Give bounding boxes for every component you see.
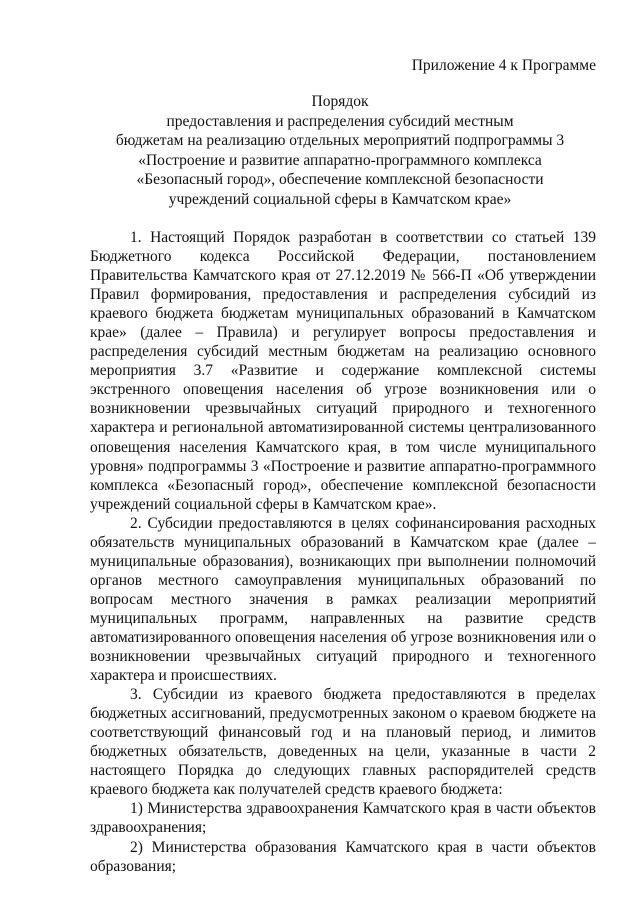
title-line: Порядок [311, 93, 369, 110]
paragraph-1: 1. Настоящий Порядок разработан в соответствии со статьей 139 Бюджетного кодекса Российской Федерации, постановлением Правительства Камчатского края от 27.12.2019 № 566-П «Об утверждении Правил формирования, предоставления и распределения субсидий из краевого бюджета бюджетам муниципальных образований в Камчатском крае» (далее – Правила) и регулирует вопросы предоставления и распределения субсидий местным бюджетам на реализацию основного мероприятия 3.7 «Развитие и содержание комплексной системы экстренного оповещения населения об угрозе возникновения или о возникновении чрезвычайных ситуаций природного и техногенного характера и региональной автоматизированной системы централизованного оповещения населения Камчатского края, в том числе муниципального уровня» подпрограммы 3 «Построение и развитие аппаратно-программного комплекса «Безопасный город», обеспечение комплексной безопасности учреждений социальной сферы в Камчатском крае». [90, 229, 596, 513]
document-body [90, 228, 596, 876]
paragraph-2: 2. Субсидии предоставляются в целях софинансирования расходных обязательств муниципальных образований в Камчатском крае (далее – муниципальные образования), возникающих при выполнении полномочий органов местного самоуправления муниципальных образований по вопросам местного значения в рамках реализации мероприятий муниципальных программ, направленных на развитие средств автоматизированного оповещения населения об угрозе возникновения или о возникновении чрезвычайных ситуаций природного и техногенного характера и происшествиях. [90, 514, 596, 685]
list-item-1: 1) Министерства здравоохранения Камчатского края в части объектов здравоохранения; [90, 800, 596, 837]
title-line: «Построение и развитие аппаратно-программного комплекса [138, 151, 542, 169]
title-line: предоставления и распределения субсидий местным [166, 112, 514, 130]
list-item-2: 2) Министерства образования Камчатского края в части объектов образования; [90, 838, 596, 875]
document-title [80, 92, 600, 209]
title-line: «Безопасный город», обеспечение комплексной безопасности [136, 171, 544, 188]
appendix-label: Приложение 4 к Программе [411, 57, 596, 74]
paragraph-3: 3. Субсидии из краевого бюджета предоставляются в пределах бюджетных ассигнований, предусмотренных законом о краевом бюджете на соответствующий финансовый год и на плановый период, и лимитов бюджетных обязательств, доведенных на цели, указанные в части 2 настоящего Порядка до следующих главных распорядителей средств краевого бюджета как получателей средств краевого бюджета: [90, 686, 596, 799]
title-line: учреждений социальной сферы в Камчатском крае» [168, 190, 512, 208]
title-line: бюджетам на реализацию отдельных мероприятий подпрограммы 3 [115, 132, 565, 149]
